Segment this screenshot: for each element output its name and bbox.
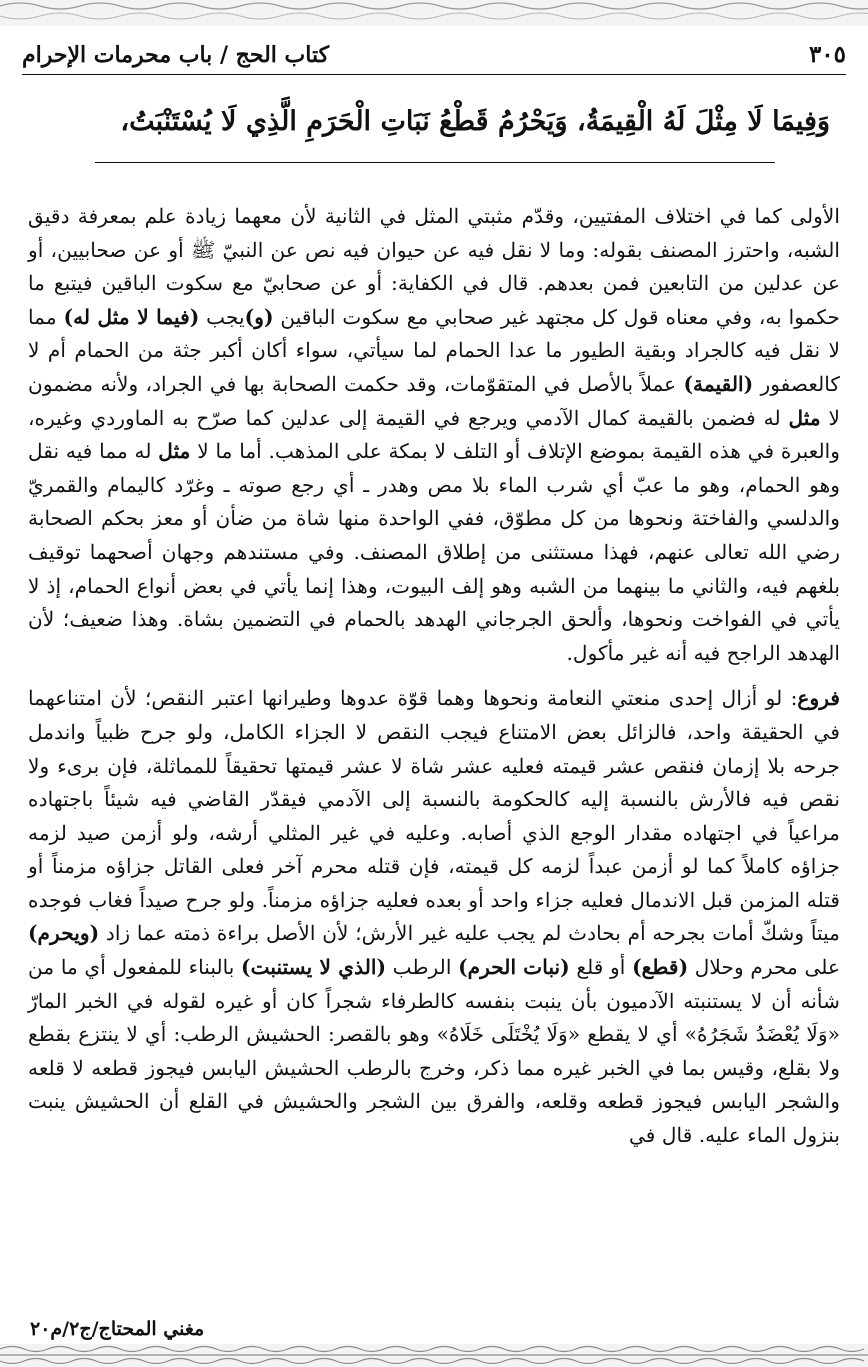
bold-matn-quote: (فيما لا مثل له) [63, 304, 200, 329]
bold-matn-quote: (و) [244, 304, 274, 329]
bottom-ornament-border [0, 1344, 868, 1367]
commentary-paragraph-2: فروع: لو أزال إحدى منعتي النعامة ونحوها وهما قوّة عدوها وطيرانها اعتبر النقص؛ لأن امتناعهما في الحقيقة واحد، فالزائل بعض الامتناع فيجب النقص لا الجزاء الكامل، ولو جرح ظبياً واندمل جرحه بلا إزمان فنقص عشر قيمته فعليه عشر شاة لا عشر قيمتها تحقيقاً للمماثلة، فإن برىء ولا نقص فيه فالأرش بالنسبة إليه كالحكومة بالنسبة إلى الآدمي فيقدّر القاضي فيه شيئاً باجتهاده مراعياً في اجتهاده مقدار الوجع الذي أصابه. وعليه في غير المثلي أرشه، ولو أزمن صيد لزمه جزاؤه كاملاً كما لو أزمن عبداً لزمه كل قيمته، فإن قتله محرم آخر فعلى القاتل جزاؤه مزمناً أو قتله المزمن قبل الاندمال فعليه جزاء واحد أو بعده فعليه جزاؤه مزمناً. ولو جرح صيداً فغاب فوجده ميتاً وشكّ أمات بجرحه أم بحادث لم يجب عليه غير الأرش؛ لأن الأصل براءة ذمته عما زاد (ويحرم) على محرم وحلال (قطع) أو قلع (نبات الحرم) الرطب (الذي لا يستنبت) بالبناء للمفعول أي ما من شأنه أن لا يستنبته الآدميون بأن ينبت بنفسه كالطرفاء شجراً كان أو غيره لقوله في الخبر المارّ «وَلَا يُعْضَدُ شَجَرُهُ» أي لا يقطع «وَلَا يُخْتَلَى خَلَاهُ» وهو بالقصر: الحشيش الرطب: أي لا ينتزع بقطع ولا بقلع، وقيس بما في الخبر غيره مما ذكر، وخرج بالرطب الحشيش اليابس فيجوز قطعه لا قلعه والشجر اليابس فيجوز قطعه وقلعه، والفرق بين الشجر والحشيش في القلع أن الحشيش ينبت بنزول الماء عليه. قال في [28, 686, 840, 1148]
commentary-paragraph-1: الأولى كما في اختلاف المفتيين، وقدّم مثبتي المثل في الثانية لأن معهما زيادة علم بمعرفة دقيق الشبه، واحترز المصنف بقوله: وما لا نقل فيه عن حيوان فيه نص عن النبيّ ﷺ أو عن صحابيين، أو عن عدلين من التابعين فمن بعدهم. قال في الكفاية: أو عن صحابيّ مع سكوت الباقين فيتبع ما حكموا به، وفي معناه قول كل مجتهد غير صحابي مع سكوت الباقين (و)يجب (فيما لا مثل له) مما لا نقل فيه كالجراد وبقية الطيور ما عدا الحمام لما سيأتي، سواء أكان أكبر جثة من الحمام أم لا كالعصفور (القيمة) عملاً بالأصل في المتقوّمات، وقد حكمت الصحابة بها في الجراد، ولأنه مضمون لا مثل له فضمن بالقيمة كمال الآدمي ويرجع في القيمة إلى عدلين كما صرّح به الماوردي وغيره، والعبرة في هذه القيمة بموضع الإتلاف أو التلف لا بمكة على المذهب. أما ما لا مثل له مما فيه نقل وهو الحمام، وهو ما عبّ أي شرب الماء بلا مص وهدر ـ أي رجع صوته ـ وغرّد كاليمام والقمريّ والدلسي والفاختة ونحوها من كل مطوّق، ففي الواحدة منها شاة من ضأن أو معز بحكم الصحابة رضي الله تعالى عنهم، فهذا مستثنى من إطلاق المصنف. وفي مستندهم وجهان أصحهما توقيف بلغهم فيه، والثاني ما بينهما من الشبه وهو إلف البيوت، وهذا إنما يأتي في بعض أنواع الحمام، إذ لا يأتي في الفواخت ونحوها، وألحق الجرجاني الهدهد بالحمام في التضمين بشاة. وهذا ضعيف؛ لأن الهدهد الراجح فيه أنه غير مأكول. [28, 204, 840, 665]
commentary-body [28, 200, 840, 1153]
bold-matn-quote: (القيمة) [683, 371, 754, 396]
matn-separator-rule [95, 162, 775, 163]
bold-matn-quote: مثل [788, 405, 821, 430]
bold-matn-quote: (قطع) [632, 955, 689, 980]
bold-matn-quote: (نبات الحرم) [458, 955, 570, 980]
matn-text: وَفِيمَا لَا مِثْلَ لَهُ الْقِيمَةُ، وَيَحْرُمُ قَطْعُ نَبَاتِ الْحَرَمِ الَّذِي لَا يُسْتَنْبَتُ، [120, 106, 830, 137]
page-header [22, 36, 846, 75]
running-title: كتاب الحج / باب محرمات الإحرام [22, 42, 330, 68]
bold-matn-quote: (الذي لا يستنبت) [241, 955, 387, 980]
bold-matn-quote: فروع [797, 686, 840, 711]
top-ornament-border [0, 0, 868, 26]
bold-matn-quote: (ويحرم) [28, 921, 100, 946]
bold-matn-quote: مثل [158, 439, 191, 464]
footer-signature: مغني المحتاج/ج٢/م٢٠ [22, 1318, 212, 1340]
page-number: ٣٠٥ [808, 41, 846, 68]
